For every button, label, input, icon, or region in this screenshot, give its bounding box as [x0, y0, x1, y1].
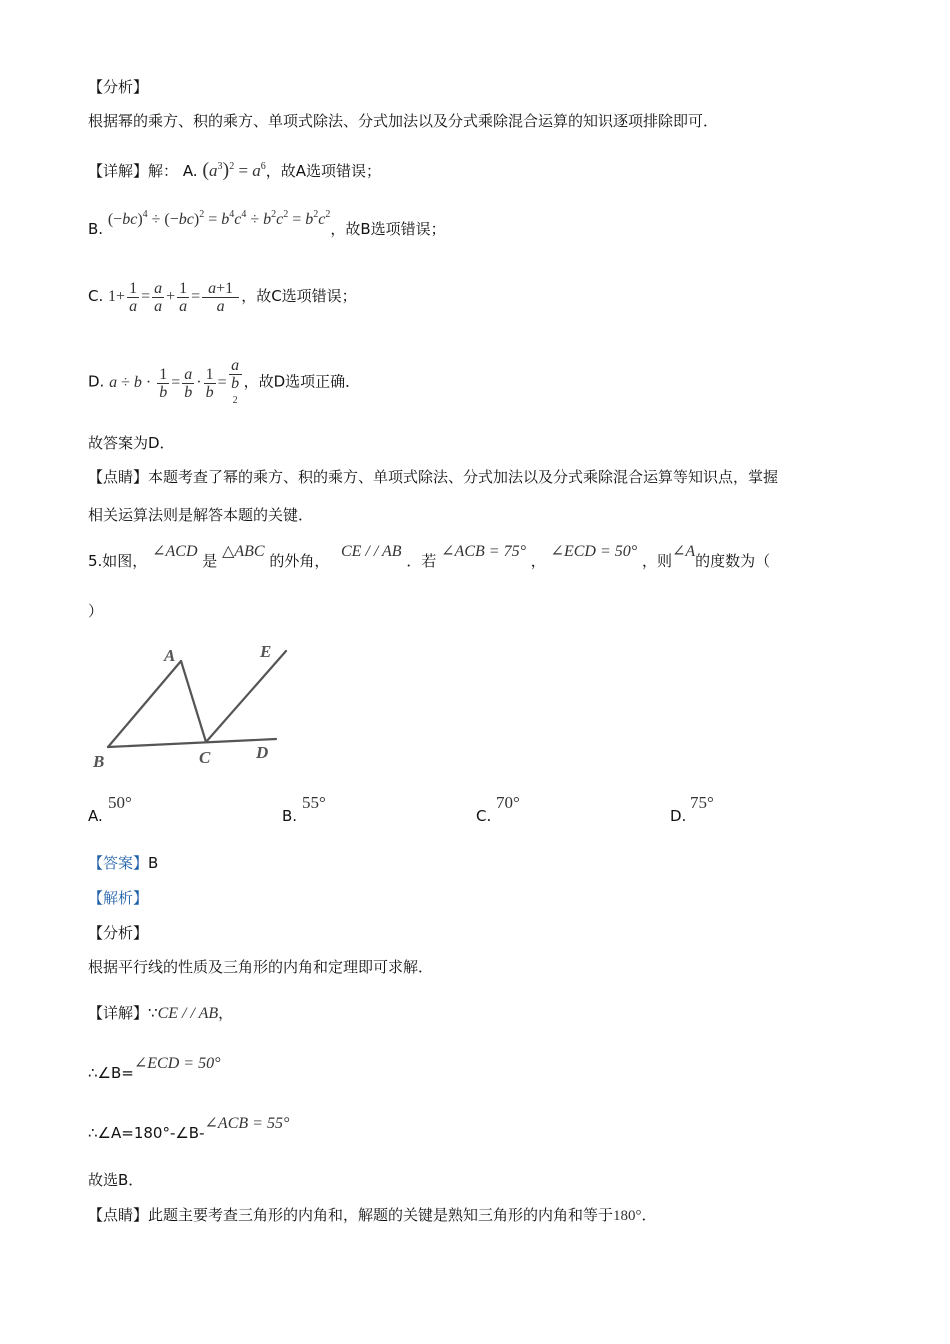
formula-A: $(a^3)^2 = a^6$: [202, 159, 266, 181]
comment-heading: 【点睛】: [88, 468, 149, 486]
detail-heading: 【详解】: [88, 162, 149, 180]
prev-conclusion: 故答案为D．: [88, 434, 175, 452]
detail-comma: ，: [218, 1004, 234, 1022]
q5-analysis-text: 根据平行线的性质及三角形的内角和定理即可求解．: [88, 958, 434, 976]
q5-stem: [88, 543, 771, 572]
comment-text-1: 本题考查了幂的乘方、积的乘方、单项式除法、分式加法以及分式乘除混合运算等知识点，掌握: [148, 468, 779, 486]
prev-detail-B: [88, 209, 446, 240]
prev-comment: [88, 467, 778, 487]
prev-analysis-text: 根据幂的乘方、积的乘方、单项式除法、分式加法以及分式乘除混合运算的知识逐项排除即可．: [88, 112, 719, 130]
answer-heading: 【答案】: [88, 854, 149, 872]
option-D-suffix: ，故D选项正确．: [243, 372, 361, 391]
formula-B: $(-bc)^4 \div (-bc)^2 = b^4c^4 \div b^2c^2 = b^2c^2$: [107, 209, 331, 228]
prev-detail-D: [88, 357, 360, 409]
math-abc: △ABC: [222, 543, 265, 560]
option-A-suffix: ，故A选项错误；: [265, 162, 382, 180]
explain-heading: 【解析】: [88, 889, 149, 907]
segment-BA: [108, 661, 181, 747]
prev-analysis-heading: 【分析】: [88, 78, 149, 96]
label-B: B: [93, 752, 105, 771]
option-B-label: B.: [282, 807, 298, 825]
q5-analysis-heading: 【分析】: [88, 924, 149, 942]
q5-step2: [88, 1115, 290, 1144]
label-D: D: [256, 743, 269, 762]
q5-comment-heading: 【点睛】: [88, 1206, 149, 1224]
q5-comment: [88, 1205, 657, 1226]
option-D-label: D.: [670, 807, 687, 825]
math-acb: ∠ACB = 75°: [441, 543, 526, 560]
step1-math: ∠ECD = 50°: [133, 1055, 221, 1072]
label-E: E: [260, 642, 272, 661]
stem-part-3: ．若: [406, 552, 437, 570]
label-C: C: [199, 748, 211, 767]
segment-AC: [181, 661, 206, 742]
stem-part-6: 的度数为（: [695, 552, 771, 570]
answer-value: B: [148, 854, 159, 872]
prev-detail-C: [88, 276, 357, 317]
option-B-label: B.: [88, 220, 104, 238]
option-D-value: 75°: [690, 793, 714, 812]
stem-part-5: ，则: [641, 552, 672, 570]
because-symbol: ∵: [148, 1004, 158, 1022]
option-B-value: 55°: [302, 793, 326, 812]
option-A-label: A.: [88, 807, 103, 825]
formula-D: a ÷ b · $\frac{1}{b}$ = $\frac{a}{b}$ · $\frac{1}{b}$ = a b 2: [109, 374, 244, 391]
triangle-figure: [88, 635, 318, 775]
detail-prefix: 解：: [148, 162, 179, 180]
math-parallel: CE / / AB: [340, 543, 402, 560]
math-acd: ∠ACD: [152, 543, 198, 560]
q5-conclusion: 故选B．: [88, 1171, 144, 1189]
step1-prefix: ∴∠B=: [88, 1064, 134, 1082]
prev-detail-A: [88, 157, 381, 181]
option-A-label: A.: [182, 162, 198, 180]
stem-part-1: 是: [202, 552, 218, 570]
math-a: ∠A: [671, 543, 696, 560]
q5-detail: [88, 1003, 233, 1024]
stem-part-2: 的外角，: [269, 552, 330, 570]
answer-line: [88, 853, 158, 873]
option-C-label: C.: [88, 287, 104, 305]
q5-close-paren: ）: [88, 602, 104, 620]
formula-C: 1+ $\frac{1}{a}$ = $\frac{a}{a}$ + $\frac{1}{a}$ = $\frac{a+1}{a}$: [108, 279, 238, 315]
detail-parallel: CE / / AB: [157, 1005, 219, 1022]
step2-prefix: ∴∠A=180°-∠B-: [88, 1124, 205, 1142]
option-C-value: 70°: [496, 793, 520, 812]
step2-math: ∠ACB = 55°: [204, 1115, 290, 1132]
option-B-suffix: ，故B选项错误；: [330, 220, 446, 238]
segment-CE: [206, 651, 286, 742]
q5-detail-heading: 【详解】: [88, 1004, 149, 1022]
stem-part-4: ，: [530, 552, 546, 570]
q5-comment-end: ．: [641, 1206, 657, 1224]
label-A: A: [164, 646, 176, 665]
q5-comment-text: 此题主要考查三角形的内角和，解题的关键是熟知三角形的内角和等于: [148, 1206, 614, 1224]
option-C-label: C.: [476, 807, 492, 825]
prev-comment-cont: 相关运算法则是解答本题的关键．: [88, 506, 314, 524]
option-C-suffix: ，故C选项错误；: [241, 287, 357, 305]
segment-BD: [108, 739, 276, 747]
stem-part-0: 5.如图，: [88, 552, 148, 570]
option-D-label: D.: [88, 372, 105, 391]
q5-comment-value: 180°: [613, 1208, 642, 1224]
option-A-value: 50°: [108, 793, 132, 812]
q5-step1: [88, 1055, 221, 1084]
math-ecd: ∠ECD = 50°: [550, 543, 638, 560]
